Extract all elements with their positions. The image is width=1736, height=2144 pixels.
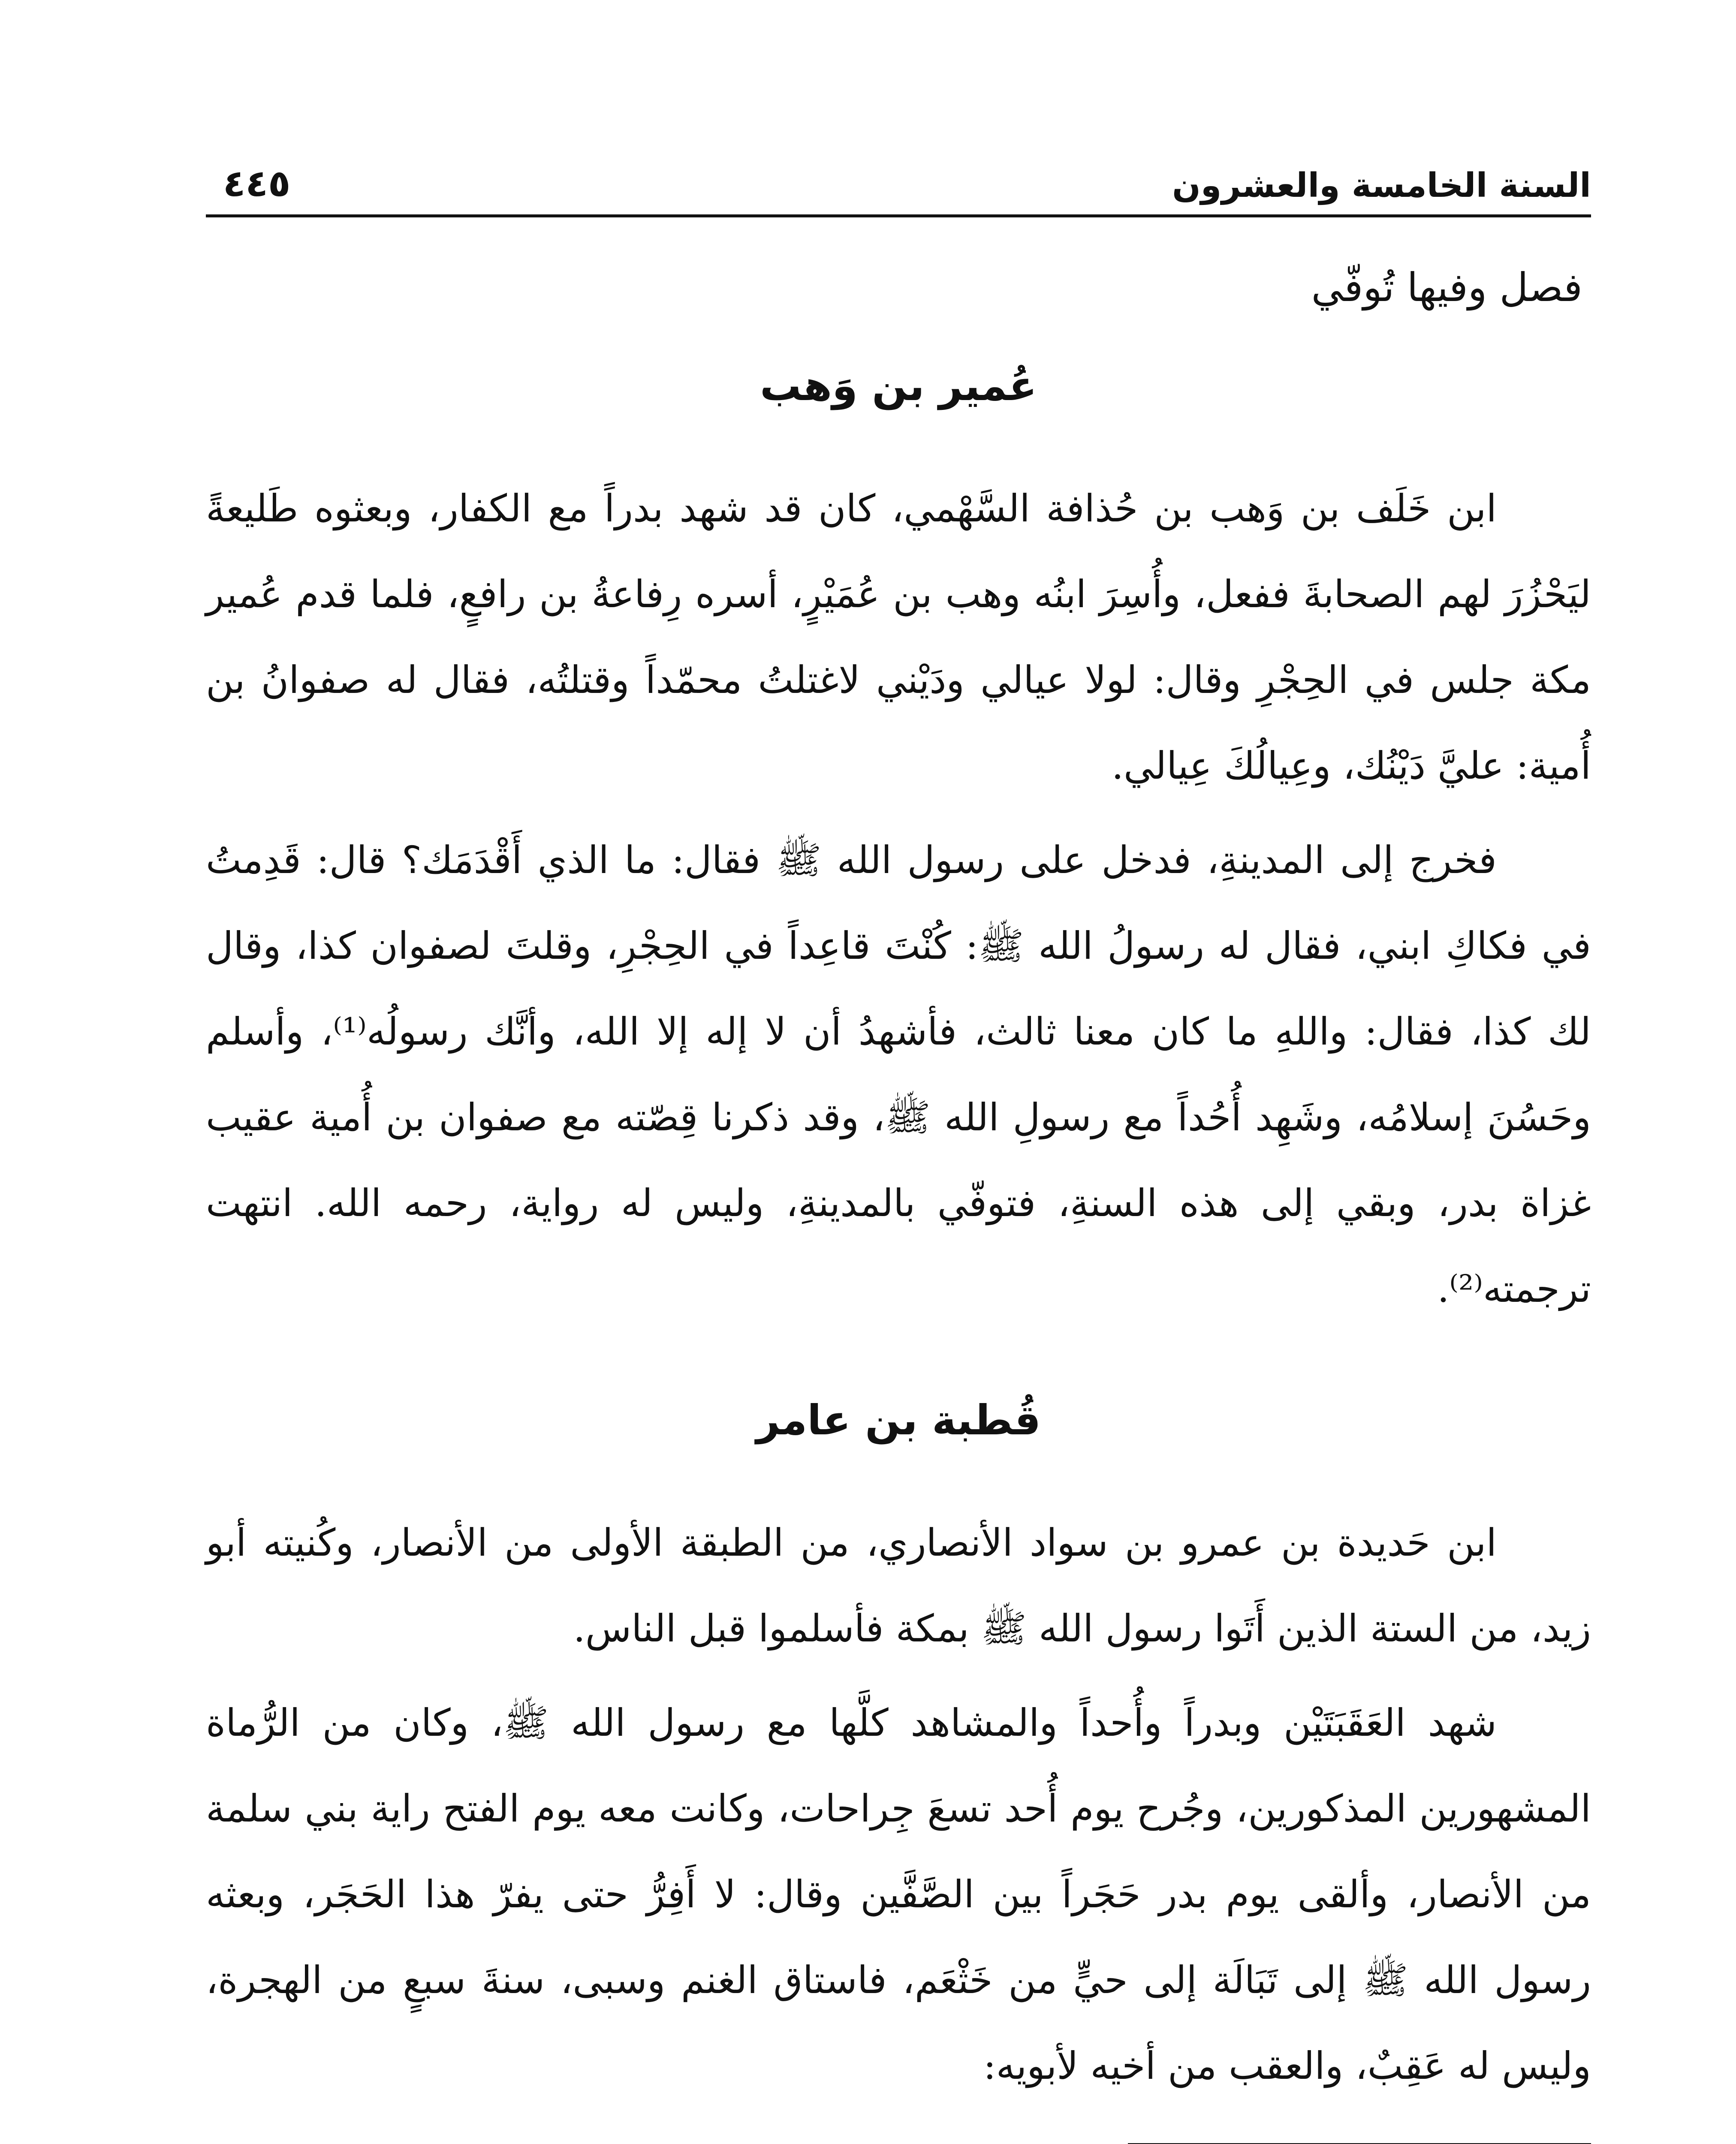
section-title-qutba: قُطبة بن عامر — [756, 1396, 1041, 1444]
paragraph: ابن خَلَف بن وَهب بن حُذافة السَّهْمي، كان قد شهد بدراً مع الكفار، وبعثوه طَليعةً ليَحْزُرَ لهم الصحابةَ ففعل، وأُسِرَ ابنُه وهب بن عُمَيْرٍ، أسره رِفاعةُ بن رافعٍ، فلما قدم عُمير مكة جلس في الحِجْرِ وقال: لولا عيالي ودَيْني لاغتلتُ محمّداً وقتلتُه، فقال له صفوانُ بن أُمية: عليَّ دَيْنُك، وعِيالُكَ عِيالي. — [206, 486, 1591, 788]
page-number: ٤٤٥ — [223, 162, 291, 205]
book-page — [206, 129, 1591, 2144]
chapter-intro-line: فصل وفيها تُوفّي — [1311, 265, 1582, 310]
running-title: السنة الخامسة والعشرون — [1172, 166, 1591, 205]
section-title-umair: عُمير بن وَهب — [760, 362, 1037, 410]
paragraph: فخرج إلى المدينةِ، فدخل على رسول الله ﷺ فقال: ما الذي أَقْدَمَك؟ قال: قَدِمتُ في فكاكِ ابني، فقال له رسولُ الله ﷺ: كُنْتَ قاعِداً في الحِجْرِ، وقلتَ لصفوان كذا، وقال لك كذا، فقال: واللهِ ما كان معنا ثالث، فأشهدُ أن لا إله إلا الله، وأنَّك رسولُه⁽¹⁾، وأسلم وحَسُنَ إسلامُه، وشَهِد أُحُداً مع رسولِ الله ﷺ، وقد ذكرنا قِصّته مع صفوان بن أُمية عقيب غزاة بدر، وبقي إلى هذه السنةِ، فتوفّي بالمدينةِ، وليس له رواية، رحمه الله. انتهت ترجمته⁽²⁾. — [206, 838, 1591, 1311]
paragraph: شهد العَقَبَتَيْن وبدراً وأُحداً والمشاهد كلَّها مع رسول الله ﷺ، وكان من الرُّماة المشهورين المذكورين، وجُرح يوم أُحد تسعَ جِراحات، وكانت معه يوم الفتح راية بني سلمة من الأنصار، وألقى يوم بدر حَجَراً بين الصَّفَّين وقال: لا أَفِرُّ حتى يفرّ هذا الحَجَر، وبعثه رسول الله ﷺ إلى تَبَالَة إلى حيٍّ من خَثْعَم، فاستاق الغنم وسبى، سنةَ سبعٍ من الهجرة، وليس له عَقِبٌ، والعقب من أخيه لأبويه: — [206, 1701, 1591, 2088]
page-header — [206, 129, 1591, 217]
paragraph: ابن حَديدة بن عمرو بن سواد الأنصاري، من الطبقة الأولى من الأنصار، وكُنيته أبو زيد، من الستة الذين أَتَوا رسول الله ﷺ بمكة فأسلموا قبل الناس. — [206, 1521, 1591, 1650]
